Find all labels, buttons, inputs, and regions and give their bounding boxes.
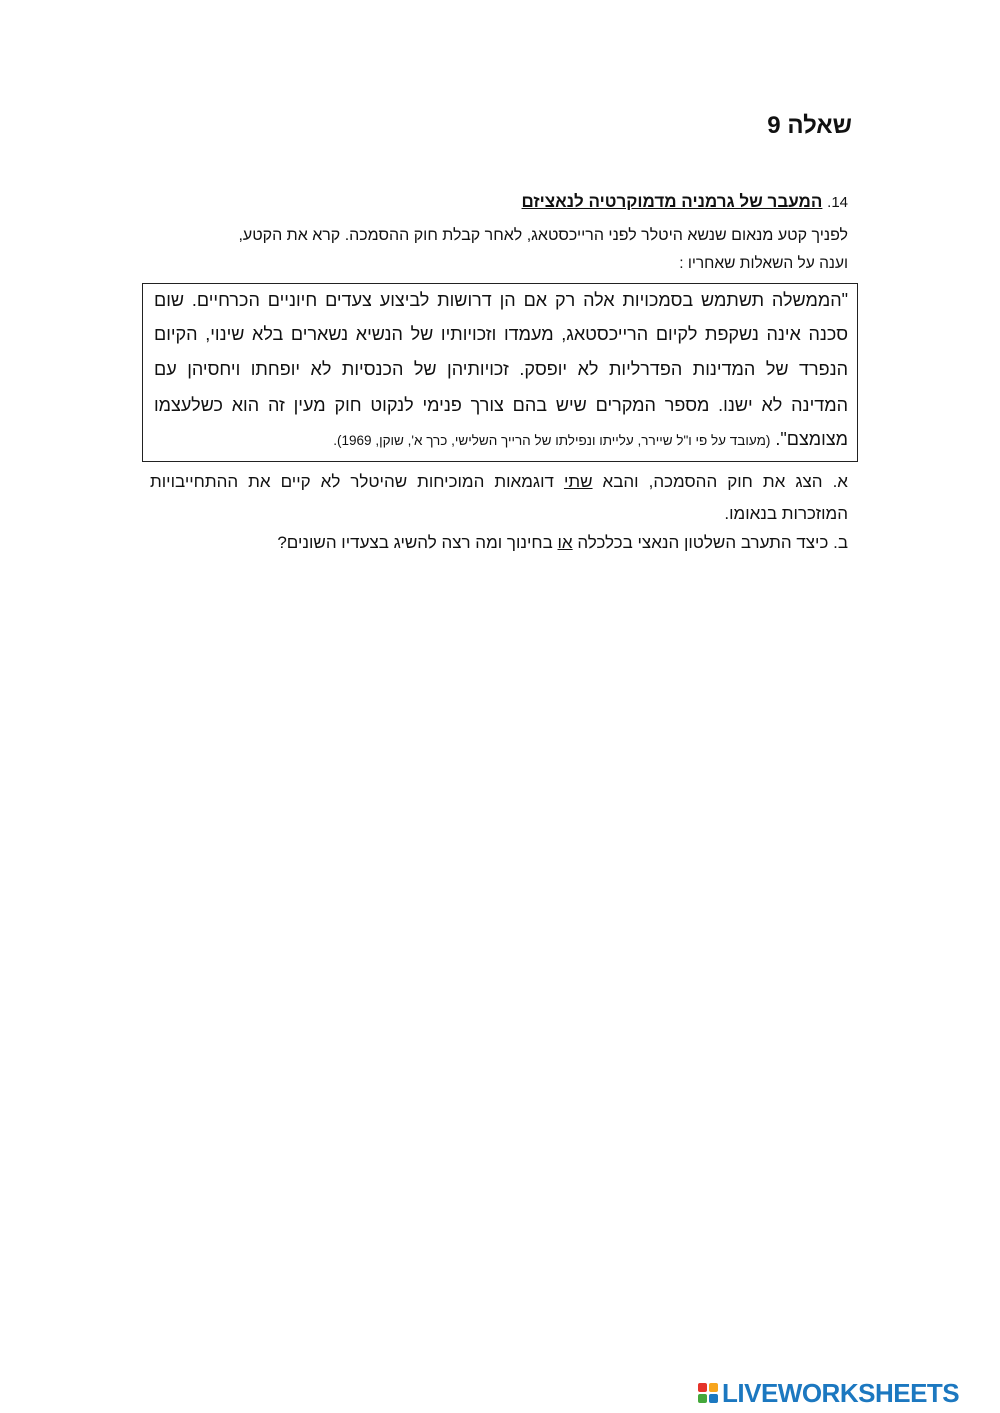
- quote-line-4: המדינה לא ישנו. מספר המקרים שיש בהם צורך פנימי לנקוט חוק מעין זה הוא כשלעצמו: [154, 395, 848, 415]
- liveworksheets-logo-text: LIVEWORKSHEETS: [722, 1378, 960, 1408]
- answer-b-part-2: בחינוך ומה רצה להשיג בצעדיו השונים?: [277, 533, 553, 552]
- question-title-line: [522, 192, 848, 212]
- answer-b-line: [150, 533, 848, 553]
- answer-a-underlined: שתי: [563, 472, 593, 491]
- logo-square-blue: [709, 1394, 718, 1403]
- question-intro-line-2: וענה על השאלות שאחריו :: [679, 255, 848, 272]
- answer-a-part-1: א. הצג את חוק ההסמכה, והבא: [602, 472, 848, 491]
- liveworksheets-logo[interactable]: [698, 1378, 959, 1408]
- quote-line-3: הנפרד של המדינות הפדרליות לא יופסק. זכויותיהן של הכנסיות לא יופחתו ויחסיהן עם: [154, 359, 848, 379]
- logo-square-green: [698, 1394, 707, 1403]
- answer-b-underlined: או: [557, 533, 573, 552]
- answer-a-part-2: דוגמאות המוכיחות שהיטלר לא קיים את ההתחייבויות: [150, 472, 554, 491]
- answer-a-line-2: המוזכרות בנאומו.: [724, 504, 848, 523]
- quote-line-5: [154, 428, 848, 452]
- question-number: 14.: [827, 194, 848, 211]
- quote-line-5-text: מצומצם".: [775, 429, 848, 449]
- liveworksheets-logo-icon: [698, 1383, 718, 1403]
- answer-a-line-1: [150, 472, 848, 492]
- quote-citation: (מעובד על פי ו"ל שיירר, עלייתו ונפילתו של הרייך השלישי, כרך א', שוקן, 1969).: [333, 433, 771, 448]
- quote-line-2: סכנה אינה נשקפת לקיום הרייכסטאג, מעמדו וזכויותיו של הנשיא נשארים בלא שינוי, הקיום: [154, 324, 848, 344]
- logo-square-red: [698, 1383, 707, 1392]
- page-heading: שאלה 9: [767, 112, 852, 139]
- logo-square-orange: [709, 1383, 718, 1392]
- answer-b-part-1: ב. כיצד התערב השלטון הנאצי בכלכלה: [577, 533, 848, 552]
- question-intro-line-1: לפניך קטע מנאום שנשא היטלר לפני הרייכסטאג, לאחר קבלת חוק ההסמכה. קרא את הקטע,: [238, 227, 848, 244]
- quote-line-1: "הממשלה תשתמש בסמכויות אלה רק אם הן דרושות לביצוע צעדים חיוניים הכרחיים. שום: [154, 290, 848, 310]
- question-title: המעבר של גרמניה מדמוקרטיה לנאציזם: [521, 192, 823, 211]
